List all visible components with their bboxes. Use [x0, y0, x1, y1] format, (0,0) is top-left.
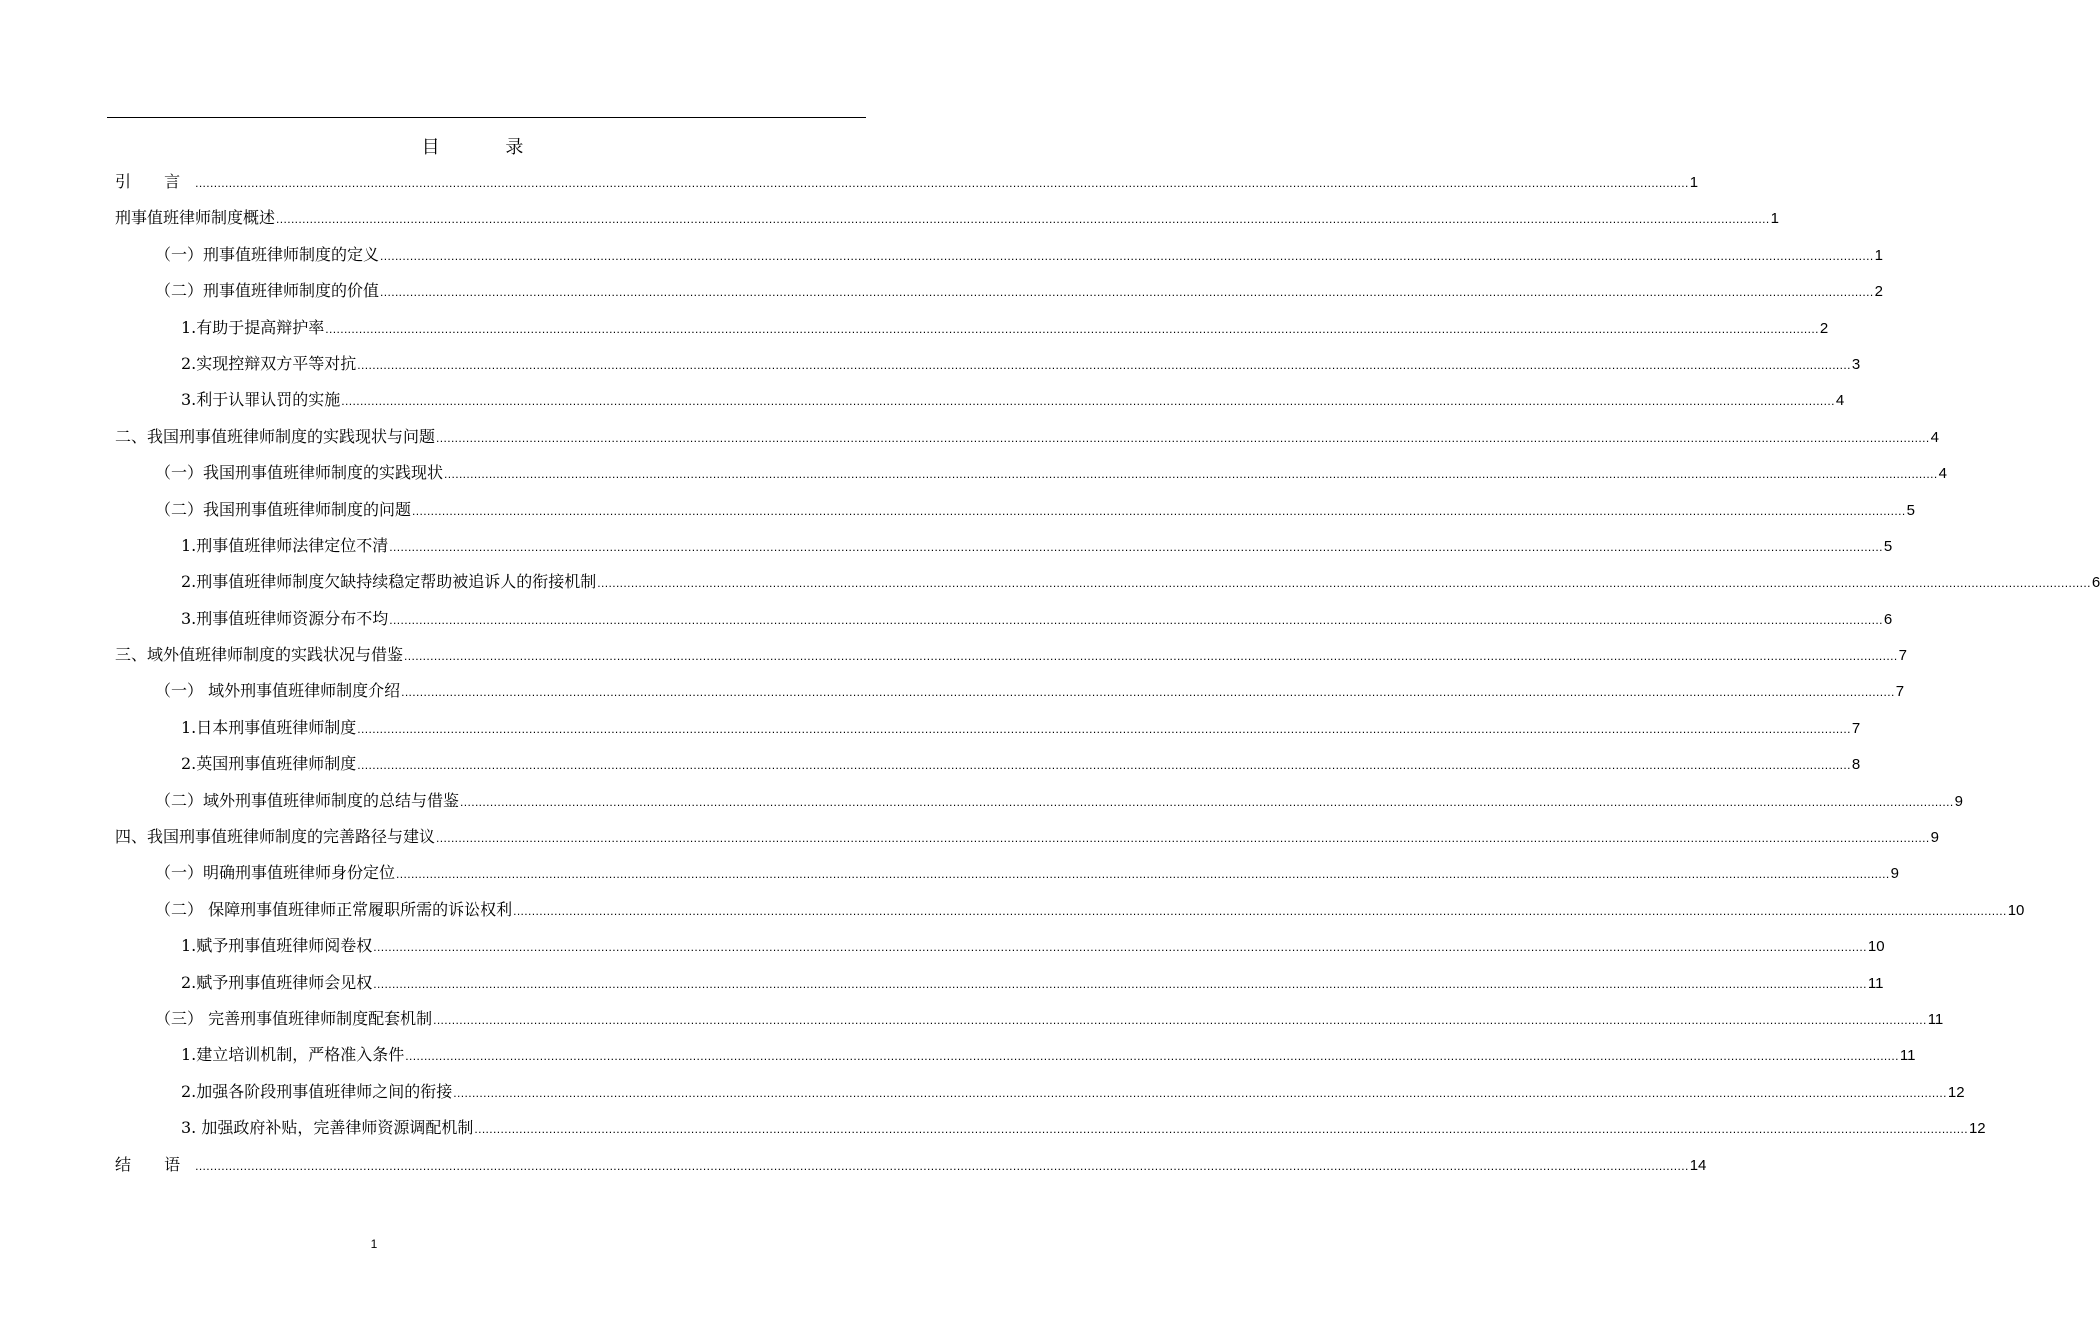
- toc-entry-text: （二）刑事值班律师制度的价值: [155, 281, 380, 301]
- toc-entry-text: 引 言: [115, 172, 195, 191]
- toc-entry[interactable]: [115, 241, 1883, 277]
- toc-leader-dots: ................................................................................................................................................................................................................................................................................................................................................................................................................: [389, 612, 1883, 627]
- toc-entry-text: （三） 完善刑事值班律师制度配套机制: [155, 1008, 433, 1028]
- toc-leader-dots: ................................................................................................................................................................................................................................................................................................................................................................................................................: [444, 467, 1938, 482]
- toc-entry-text: 1.建立培训机制，严格准入条件: [181, 1045, 405, 1065]
- toc-entry[interactable]: [115, 859, 1899, 895]
- toc-entry-page: 5: [1906, 501, 1915, 519]
- toc-entry-page: 6: [2091, 574, 2100, 592]
- toc-leader-dots: ................................................................................................................................................................................................................................................................................................................................................................................................................: [404, 649, 1898, 664]
- toc-entry-text: 1.赋予刑事值班律师阅卷权: [181, 936, 373, 956]
- toc-leader-dots: ................................................................................................................................................................................................................................................................................................................................................................................................................: [405, 1049, 1899, 1064]
- toc-entry[interactable]: [115, 314, 1829, 350]
- toc-leader-dots: ................................................................................................................................................................................................................................................................................................................................................................................................................: [357, 758, 1851, 773]
- toc-entry-text: 二、我国刑事值班律师制度的实践现状与问题: [115, 426, 436, 446]
- toc-leader-dots: ................................................................................................................................................................................................................................................................................................................................................................................................................: [436, 831, 1930, 846]
- toc-entry-page: 7: [1898, 647, 1907, 665]
- toc-leader-dots: ................................................................................................................................................................................................................................................................................................................................................................................................................: [357, 357, 1851, 372]
- toc-entry-text: 2.英国刑事值班律师制度: [181, 754, 357, 774]
- toc-entry-page: 1: [1874, 246, 1883, 264]
- toc-entry-page: 9: [1954, 792, 1963, 810]
- toc-entry[interactable]: [115, 423, 1939, 459]
- toc-entry-text: 1.有助于提高辩护率: [181, 317, 325, 337]
- toc-entry-page: 7: [1895, 683, 1905, 701]
- toc-entry-text: 2.赋予刑事值班律师会见权: [181, 972, 373, 992]
- toc-entry-text: 3.刑事值班律师资源分布不均: [181, 608, 389, 628]
- toc-entry[interactable]: [115, 568, 2100, 604]
- toc-entry[interactable]: [115, 750, 1861, 786]
- toc-leader-dots: ................................................................................................................................................................................................................................................................................................................................................................................................................: [433, 1012, 1927, 1027]
- toc-entry[interactable]: [115, 277, 1883, 313]
- toc-entry-page: 10: [1867, 938, 1885, 956]
- toc-entry-page: 11: [1867, 974, 1884, 992]
- toc-entry[interactable]: [115, 459, 1947, 495]
- toc-entry-text: 刑事值班律师制度概述: [115, 208, 276, 228]
- toc-entry-page: 4: [1835, 392, 1845, 410]
- toc-leader-dots: ................................................................................................................................................................................................................................................................................................................................................................................................................: [276, 212, 1770, 227]
- toc-entry-text: 三、域外值班律师制度的实践状况与借鉴: [115, 645, 404, 665]
- toc-entry-page: 12: [1947, 1083, 1965, 1101]
- footer-page-number: 1: [370, 1237, 378, 1251]
- toc-leader-dots: ................................................................................................................................................................................................................................................................................................................................................................................................................: [373, 940, 1867, 955]
- toc-leader-dots: ................................................................................................................................................................................................................................................................................................................................................................................................................: [380, 285, 1874, 300]
- toc-leader-dots: ................................................................................................................................................................................................................................................................................................................................................................................................................: [513, 903, 2007, 918]
- toc-entry-page: 2: [1819, 319, 1829, 337]
- toc-entry[interactable]: [115, 1078, 1965, 1114]
- toc-entry[interactable]: [115, 787, 1963, 823]
- toc-entry-text: （一）我国刑事值班律师制度的实践现状: [155, 463, 444, 483]
- toc-entry-page: 9: [1890, 865, 1899, 883]
- toc-entry[interactable]: [115, 532, 1893, 568]
- toc-entry[interactable]: [115, 204, 1779, 240]
- toc-entry-text: 3. 加强政府补贴，完善律师资源调配机制: [181, 1118, 474, 1138]
- toc-leader-dots: ................................................................................................................................................................................................................................................................................................................................................................................................................: [373, 976, 1867, 991]
- toc-entry-text: （二）域外刑事值班律师制度的总结与借鉴: [155, 790, 460, 810]
- toc-entry[interactable]: [115, 1114, 1986, 1150]
- toc-entry-page: 11: [1927, 1010, 1944, 1028]
- toc-leader-dots: ................................................................................................................................................................................................................................................................................................................................................................................................................: [195, 1158, 1689, 1173]
- toc-entry-text: 1.日本刑事值班律师制度: [181, 717, 357, 737]
- toc-leader-dots: ................................................................................................................................................................................................................................................................................................................................................................................................................: [597, 576, 2091, 591]
- toc-leader-dots: ................................................................................................................................................................................................................................................................................................................................................................................................................: [412, 503, 1906, 518]
- toc-entry-text: （二）我国刑事值班律师制度的问题: [155, 499, 412, 519]
- toc-entry-page: 1: [1770, 210, 1779, 228]
- toc-leader-dots: ................................................................................................................................................................................................................................................................................................................................................................................................................: [341, 394, 1835, 409]
- toc-entry-text: （一）刑事值班律师制度的定义: [155, 244, 380, 264]
- toc-leader-dots: ................................................................................................................................................................................................................................................................................................................................................................................................................: [195, 176, 1689, 190]
- toc-entry[interactable]: [115, 641, 1907, 677]
- toc-entry[interactable]: [115, 823, 1939, 859]
- toc-leader-dots: ................................................................................................................................................................................................................................................................................................................................................................................................................: [460, 794, 1954, 809]
- toc-entry-text: （一） 域外刑事值班律师制度介绍: [155, 681, 401, 701]
- toc-leader-dots: ................................................................................................................................................................................................................................................................................................................................................................................................................: [401, 685, 1895, 700]
- toc-leader-dots: ................................................................................................................................................................................................................................................................................................................................................................................................................: [436, 430, 1930, 445]
- toc-entry[interactable]: [115, 969, 1884, 1005]
- toc-entry[interactable]: [115, 168, 1699, 204]
- toc-entry-page: 6: [1883, 610, 1893, 628]
- toc-entry[interactable]: [115, 1041, 1916, 1077]
- toc-entry-page: 1: [1689, 174, 1699, 191]
- toc-entry-page: 4: [1938, 465, 1947, 483]
- toc-entry[interactable]: [115, 677, 1905, 713]
- toc-leader-dots: ................................................................................................................................................................................................................................................................................................................................................................................................................: [357, 721, 1851, 736]
- toc-entry-text: 1.刑事值班律师法律定位不清: [181, 535, 389, 555]
- toc-entry-page: 12: [1968, 1120, 1986, 1138]
- toc-entry[interactable]: [115, 932, 1885, 968]
- toc-entry-page: 10: [2007, 901, 2025, 919]
- toc-entry[interactable]: [115, 350, 1861, 386]
- toc-entry-page: 11: [1899, 1047, 1916, 1065]
- toc-leader-dots: ................................................................................................................................................................................................................................................................................................................................................................................................................: [325, 321, 1819, 336]
- toc-entry-page: 14: [1689, 1156, 1707, 1174]
- toc-entry-text: 2.实现控辩双方平等对抗: [181, 353, 357, 373]
- toc-entry-text: 结 语: [115, 1154, 195, 1174]
- header-rule: [107, 117, 866, 118]
- toc-leader-dots: ................................................................................................................................................................................................................................................................................................................................................................................................................: [380, 248, 1874, 263]
- toc-leader-dots: ................................................................................................................................................................................................................................................................................................................................................................................................................: [453, 1085, 1947, 1100]
- toc-leader-dots: ................................................................................................................................................................................................................................................................................................................................................................................................................: [474, 1122, 1968, 1137]
- toc-entry-text: 2.加强各阶段刑事值班律师之间的衔接: [181, 1081, 453, 1101]
- toc-entry[interactable]: [115, 714, 1861, 750]
- toc-entry[interactable]: [115, 496, 1915, 532]
- toc-entry-page: 7: [1851, 719, 1861, 737]
- toc-entry[interactable]: [115, 1151, 1707, 1187]
- toc-entry[interactable]: [115, 605, 1893, 641]
- toc-entry-page: 8: [1851, 756, 1861, 774]
- toc-entry-text: 2.刑事值班律师制度欠缺持续稳定帮助被追诉人的衔接机制: [181, 572, 597, 592]
- toc-entry-text: 四、我国刑事值班律师制度的完善路径与建议: [115, 827, 436, 847]
- toc-entry-text: 3.利于认罪认罚的实施: [181, 390, 341, 410]
- toc-entry[interactable]: [115, 386, 1845, 422]
- toc-entry-page: 9: [1930, 829, 1939, 847]
- toc-entry[interactable]: [115, 896, 2025, 932]
- table-of-contents: [115, 168, 2100, 1187]
- toc-leader-dots: ................................................................................................................................................................................................................................................................................................................................................................................................................: [396, 867, 1890, 882]
- toc-entry-page: 2: [1874, 283, 1883, 301]
- toc-leader-dots: ................................................................................................................................................................................................................................................................................................................................................................................................................: [389, 539, 1883, 554]
- toc-entry[interactable]: [115, 1005, 1944, 1041]
- toc-entry-text: （一）明确刑事值班律师身份定位: [155, 863, 396, 883]
- toc-entry-page: 3: [1851, 355, 1861, 373]
- toc-entry-text: （二） 保障刑事值班律师正常履职所需的诉讼权利: [155, 899, 513, 919]
- toc-entry-page: 4: [1930, 428, 1939, 446]
- toc-title: 目 录: [421, 137, 554, 158]
- toc-entry-page: 5: [1883, 537, 1893, 555]
